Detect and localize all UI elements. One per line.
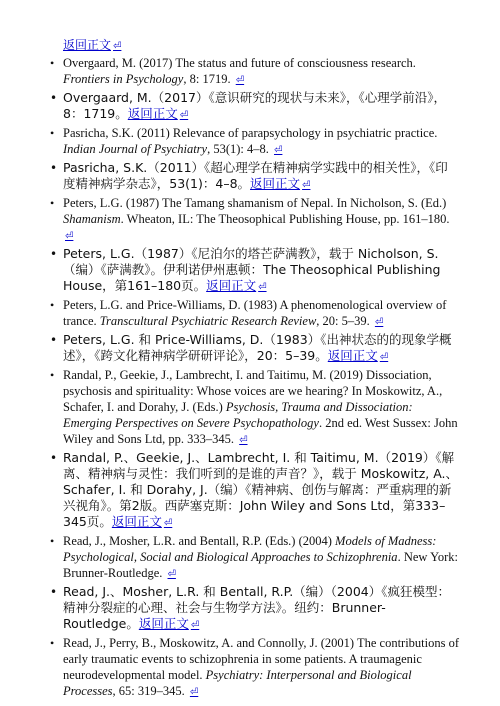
ref-text-tail: . 2nd ed. West Sussex: John Wiley and Sons Ltd, pp. 333–345. xyxy=(63,416,458,446)
reference-item xyxy=(50,195,460,245)
ref-text: Pasricha, S.K. (2011) Relevance of parapsychology in psychiatric practice. xyxy=(63,126,438,140)
return-arrow-icon[interactable]: ⏎ xyxy=(239,435,248,446)
reference-item xyxy=(50,55,460,89)
back-to-text-link[interactable]: 返回正文 xyxy=(327,348,378,363)
return-arrow-icon[interactable]: ⏎ xyxy=(189,687,199,698)
ref-text-tail: , 20: 5–39. xyxy=(316,314,373,328)
back-to-text-link[interactable]: 返回正文 xyxy=(250,176,301,191)
reference-item-translation xyxy=(50,160,460,194)
reference-list xyxy=(50,55,460,701)
reference-item-translation xyxy=(50,450,460,532)
return-arrow-icon[interactable]: ⏎ xyxy=(374,317,384,328)
reference-item-translation xyxy=(50,332,460,366)
return-arrow-icon[interactable]: ⏎ xyxy=(190,620,200,631)
ref-text: Peters, L.G. (1987) The Tamang shamanism of Nepal. In Nicholson, S. (Ed.) xyxy=(63,196,447,210)
return-arrow-icon[interactable]: ⏎ xyxy=(163,518,173,529)
reference-item-translation xyxy=(50,584,460,634)
ref-text: Randal, P.、Geekie, J.、Lambrecht, I. 和 Taitimu, M.（2019）《解离、精神病与灵性：我们听到的是谁的声音？》，载于 Moskowitz, A.、Schafer, I. 和 Dorahy, J.（编）《精神病、创伤与解离：严重病理的新兴视角》。第2版。西萨塞克斯：John Wiley and Sons Ltd，第333–345页。 xyxy=(63,450,459,529)
ref-journal: Shamanism xyxy=(63,212,121,226)
ref-text: Overgaard, M.（2017）《意识研究的现状与未来》，《心理学前沿》，8：1719。 xyxy=(63,90,446,121)
return-arrow-icon[interactable]: ⏎ xyxy=(167,569,176,580)
back-to-text-link[interactable]: 返回正文 xyxy=(111,514,162,529)
ref-text: Peters, L.G.（1987）《尼泊尔的塔芒萨满教》，载于 Nicholson, S.（编）《萨满教》。伊利诺伊州惠顿：The Theosophical Publishing House，第161–180页。 xyxy=(63,246,441,293)
ref-text: Read, J., Perry, B., Moskowitz, A. and Connolly, J. (2001) The contributions of early traumatic events to schizophrenia in some patients. A traumagenic neurodevelopmental model. xyxy=(63,636,460,682)
back-to-text-link[interactable]: 返回正文 xyxy=(138,616,189,631)
reference-item xyxy=(50,367,460,449)
return-arrow-icon[interactable]: ⏎ xyxy=(235,75,245,86)
back-to-text-link[interactable]: 返回正文 xyxy=(63,38,112,52)
ref-journal: Transcultural Psychiatric Research Review xyxy=(99,314,317,328)
ref-journal: Indian Journal of Psychiatry xyxy=(63,142,208,156)
reference-item-translation xyxy=(50,246,460,296)
top-back-link[interactable] xyxy=(63,37,460,55)
ref-text-tail: , 53(1): 4–8. xyxy=(207,142,273,156)
ref-journal: Frontiers in Psychology xyxy=(63,72,184,86)
ref-text: Read, J.、Mosher, L.R. 和 Bentall, R.P.（编）（2004）《疯狂模型：精神分裂症的心理、社会与生物学方法》。纽约：Brunner-Routledge。 xyxy=(63,584,450,631)
back-to-text-link[interactable]: 返回正文 xyxy=(206,278,257,293)
ref-text: Randal, P., Geekie, J., Lambrecht, I. and Taitimu, M. (2019) Dissociation, psychosis and spirituality: Whose voices are we hearing? In Moskowitz, A., Schafer, I. and Dorahy, J. (Eds.) xyxy=(63,368,443,414)
return-arrow-icon[interactable]: ⏎ xyxy=(113,41,122,52)
return-arrow-icon[interactable]: ⏎ xyxy=(179,110,189,121)
ref-book-title: Psychosis, Trauma and Dissociation: Emerging Perspectives on Severe Psychopathology xyxy=(63,400,413,430)
reference-item xyxy=(50,635,460,701)
return-arrow-icon[interactable]: ⏎ xyxy=(302,180,311,191)
ref-text: Overgaard, M. (2017) The status and future of consciousness research. xyxy=(63,56,416,70)
reference-item xyxy=(50,297,460,331)
return-arrow-icon[interactable]: ⏎ xyxy=(274,145,283,156)
ref-journal: Psychiatry: Interpersonal and Biological Processes xyxy=(63,668,412,698)
ref-text: Pasricha, S.K.（2011）《超心理学在精神病学实践中的相关性》，《印度精神病学杂志》，53(1)：4–8。 xyxy=(63,160,448,191)
ref-text: Peters, L.G. and Price-Williams, D. (1983) A phenomenological overview of trance. xyxy=(63,298,447,328)
ref-text-tail: , 65: 319–345. xyxy=(112,684,188,698)
return-arrow-icon[interactable]: ⏎ xyxy=(258,282,267,293)
return-arrow-icon[interactable]: ⏎ xyxy=(379,352,389,363)
reference-item-translation xyxy=(50,90,460,124)
ref-book-title: Models of Madness: Psychological, Social and Biological Approaches to Schizophrenia xyxy=(63,534,437,564)
reference-item xyxy=(50,533,460,583)
ref-text-tail: . New York: Brunner-Routledge. xyxy=(63,550,458,580)
return-arrow-icon[interactable]: ⏎ xyxy=(65,231,74,242)
back-to-text-link[interactable]: 返回正文 xyxy=(127,106,178,121)
ref-text-tail: . Wheaton, IL: The Theosophical Publishing House, pp. 161–180. xyxy=(120,212,450,226)
ref-text: Peters, L.G. 和 Price-Williams, D.（1983）《出神状态的的现象学概述》，《跨文化精神病学研研评论》，20：5–39。 xyxy=(63,332,452,363)
ref-text: Read, J., Mosher, L.R. and Bentall, R.P. (Eds.) (2004) xyxy=(63,534,336,548)
ref-text-tail: , 8: 1719. xyxy=(183,72,234,86)
reference-item xyxy=(50,125,460,159)
